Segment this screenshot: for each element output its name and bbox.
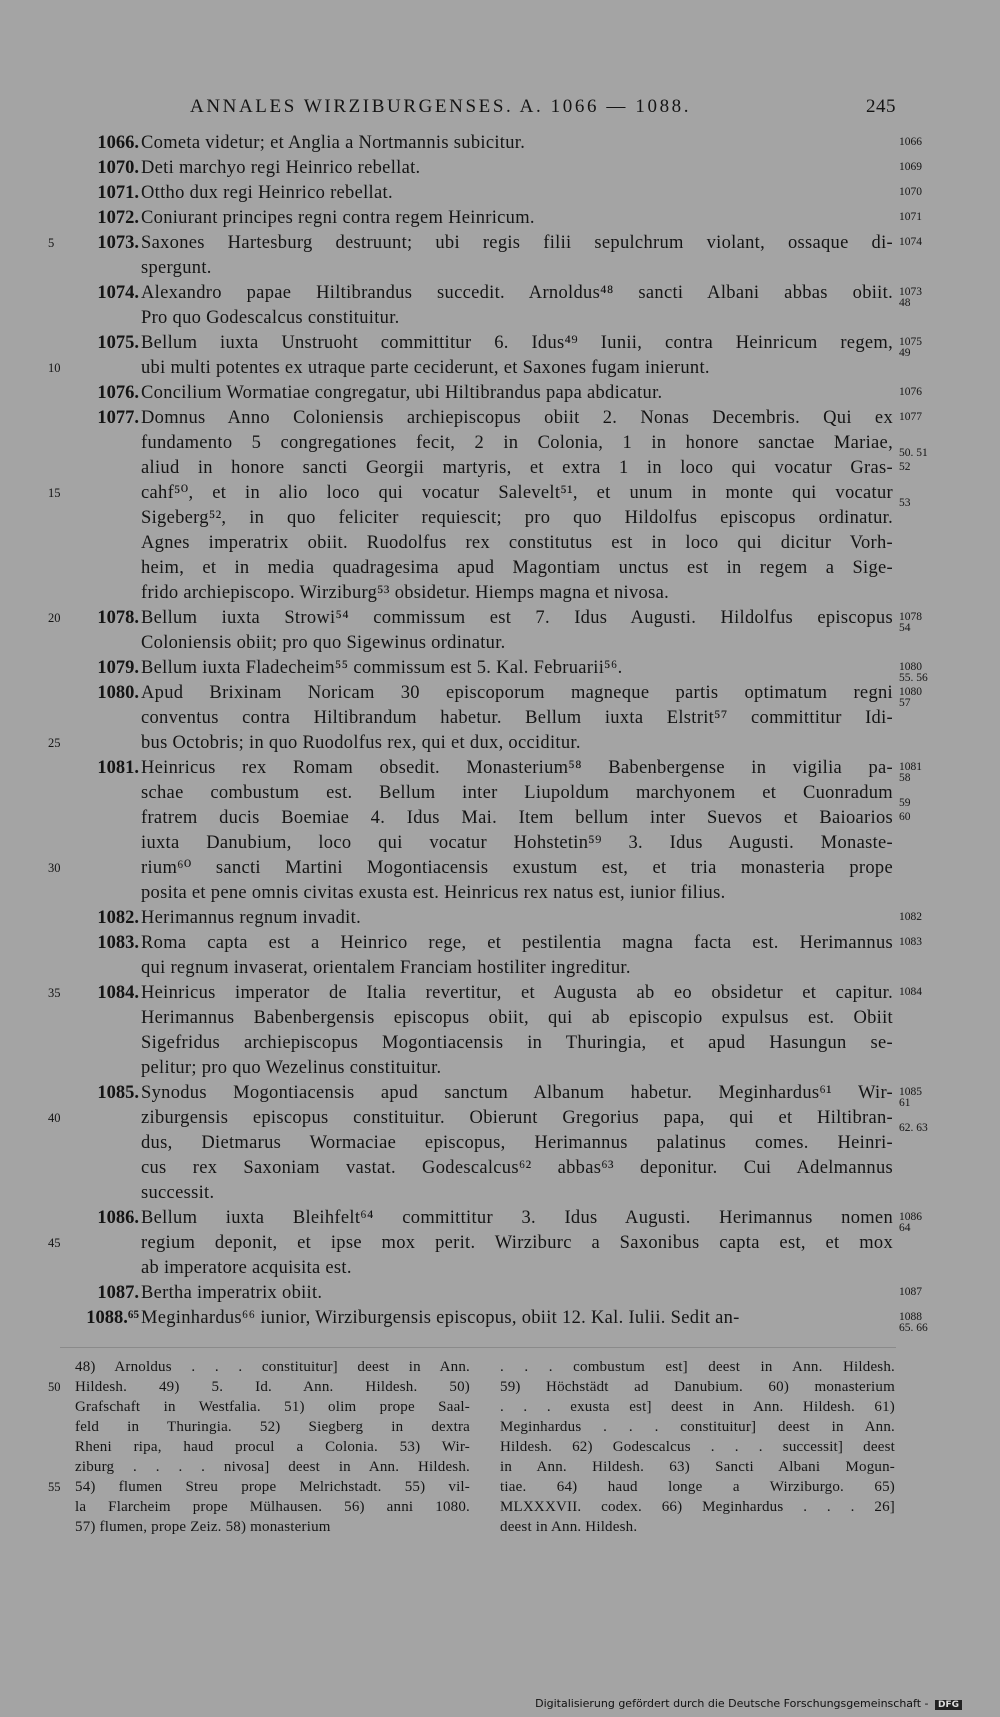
text-line: Bellum iuxta Fladecheim⁵⁵ commissum est 5. Kal. Februarii⁵⁶.: [141, 658, 623, 678]
text-line: posita et pene omnis civitas exusta est. Heinricus rex natus est, iunior filius.: [141, 883, 726, 903]
annals-entries: [0, 131, 1000, 1334]
entry-year: 1088.⁶⁵: [86, 1308, 139, 1328]
margin-reference: 1074: [899, 236, 922, 248]
text-line: pelitur; pro quo Wezelinus constituitur.: [141, 1058, 442, 1078]
entry-year: 1086.: [97, 1208, 139, 1228]
footnote-rule: [60, 1347, 896, 1348]
margin-reference: 1077: [899, 411, 922, 423]
annal-entry: [0, 206, 1000, 231]
entry-year: 1085.: [97, 1083, 139, 1103]
text-line: ab imperatore acquisita est.: [141, 1258, 352, 1278]
line-number: 30: [48, 861, 61, 875]
entry-text: [141, 656, 893, 681]
text-line: aliud in honore sancti Georgii martyris, et extra 1 in loco qui vocatur Gras-: [141, 458, 893, 478]
margin-reference: 1070: [899, 186, 922, 198]
entry-year: 1081.: [97, 758, 139, 778]
footnote-line: Hildesh. 62) Godescalcus . . . successit] deest: [500, 1439, 895, 1455]
text-line: cahf⁵⁰, et in alio loco qui vocatur Salevelt⁵¹, et unum in monte qui vocatur: [141, 483, 893, 503]
entry-text: [141, 681, 893, 756]
annal-entry: [0, 1081, 1000, 1206]
margin-reference: 65. 66: [899, 1322, 928, 1334]
entry-year: 1071.: [97, 183, 139, 203]
margin-reference: 1087: [899, 1286, 922, 1298]
margin-reference: 1083: [899, 936, 922, 948]
entry-text: [141, 131, 893, 156]
margin-reference: 1080: [899, 686, 922, 698]
text-line: cus rex Saxoniam vastat. Godescalcus⁶² abbas⁶³ deponitur. Cui Adelmannus: [141, 1158, 893, 1178]
entry-year: 1074.: [97, 283, 139, 303]
annal-entry: [0, 156, 1000, 181]
line-number: 5: [48, 236, 55, 250]
margin-reference: 1078: [899, 611, 922, 623]
margin-reference: 60: [899, 811, 911, 823]
text-line: Concilium Wormatiae congregatur, ubi Hiltibrandus papa abdicatur.: [141, 383, 663, 403]
footer-text: Digitalisierung gefördert durch die Deutsche Forschungsgemeinschaft -: [535, 1697, 929, 1710]
annal-entry: [0, 1206, 1000, 1281]
text-line: Synodus Mogontiacensis apud sanctum Albanum habetur. Meginhardus⁶¹ Wir-: [141, 1083, 893, 1103]
margin-reference: 55. 56: [899, 672, 928, 684]
footnote-line: in Ann. Hildesh. 63) Sancti Albani Mogun-: [500, 1459, 895, 1475]
annal-entry: [0, 681, 1000, 756]
text-line: fundamento 5 congregationes fecit, 2 in Colonia, 1 in honore sanctae Mariae,: [141, 433, 893, 453]
footnote-line: Meginhardus . . . constituitur] deest in Ann.: [500, 1419, 895, 1435]
text-line: Domnus Anno Coloniensis archiepiscopus obiit 2. Nonas Decembris. Qui ex: [141, 408, 893, 428]
entry-year: 1078.: [97, 608, 139, 628]
text-line: Bertha imperatrix obiit.: [141, 1283, 323, 1303]
text-line: bus Octobris; in quo Ruodolfus rex, qui et dux, occiditur.: [141, 733, 581, 753]
margin-reference: 62. 63: [899, 1122, 928, 1134]
footnote-line: 59) Höchstädt ad Danubium. 60) monasterium: [500, 1379, 895, 1395]
entry-year: 1075.: [97, 333, 139, 353]
entry-text: [141, 406, 893, 606]
text-line: Sigefridus archiepiscopus Mogontiacensis in Thuringia, et apud Hasungun se-: [141, 1033, 893, 1053]
entry-text: [141, 1206, 893, 1281]
footnote-line: Rheni ripa, haud procul a Colonia. 53) Wir-: [75, 1439, 470, 1455]
entry-text: [141, 156, 893, 181]
line-number: 40: [48, 1111, 61, 1125]
margin-reference: 64: [899, 1222, 911, 1234]
margin-reference: 1075: [899, 336, 922, 348]
text-line: Bellum iuxta Unstruoht committitur 6. Idus⁴⁹ Iunii, contra Heinricum regem,: [141, 333, 893, 353]
page-title: ANNALES WIRZIBURGENSES. A. 1066 — 1088.: [190, 96, 692, 117]
text-line: Saxones Hartesburg destruunt; ubi regis filii sepulchrum violant, ossaque di-: [141, 233, 893, 253]
footnote-line: deest in Ann. Hildesh.: [500, 1519, 638, 1535]
annal-entry: [0, 1306, 1000, 1334]
entry-text: [141, 1081, 893, 1206]
line-number: 35: [48, 986, 61, 1000]
margin-reference: 1076: [899, 386, 922, 398]
entry-year: 1070.: [97, 158, 139, 178]
text-line: Heinricus rex Romam obsedit. Monasterium⁵⁸ Babenbergense in vigilia pa-: [141, 758, 893, 778]
footnotes-left-column: [75, 1357, 470, 1537]
footnote-line: tiae. 64) haud longe a Wirziburgo. 65): [500, 1479, 895, 1495]
footnote-line: Grafschaft in Westfalia. 51) olim prope Saal-: [75, 1399, 470, 1415]
digitization-footer: [535, 1697, 962, 1710]
annal-entry: [0, 181, 1000, 206]
footnote-line: . . . exusta est] deest in Ann. Hildesh. 61): [500, 1399, 895, 1415]
annal-entry: [0, 406, 1000, 606]
margin-reference: 53: [899, 497, 911, 509]
margin-reference: 1071: [899, 211, 922, 223]
text-line: frido archiepiscopo. Wirziburg⁵³ obsidetur. Hiemps magna et nivosa.: [141, 583, 670, 603]
dfg-logo: DFG: [935, 1700, 962, 1710]
margin-reference: 1069: [899, 161, 922, 173]
text-line: regium deponit, et ipse mox perit. Wirziburc a Saxonibus capta est, et mox: [141, 1233, 893, 1253]
text-line: Herimannus regnum invadit.: [141, 908, 361, 928]
margin-reference: 48: [899, 297, 911, 309]
text-line: Meginhardus⁶⁶ iunior, Wirziburgensis episcopus, obiit 12. Kal. Iulii. Sedit an-: [141, 1308, 740, 1328]
entry-year: 1072.: [97, 208, 139, 228]
text-line: Cometa videtur; et Anglia a Nortmannis subicitur.: [141, 133, 526, 153]
footnote-line: 54) flumen Streu prope Melrichstadt. 55) vil-: [75, 1479, 470, 1495]
annal-entry: [0, 281, 1000, 331]
margin-reference: 61: [899, 1097, 911, 1109]
margin-reference: 1084: [899, 986, 922, 998]
margin-reference: 49: [899, 347, 911, 359]
annal-entry: [0, 906, 1000, 931]
entry-year: 1082.: [97, 908, 139, 928]
entry-text: [141, 281, 893, 331]
margin-reference: 58: [899, 772, 911, 784]
footnote-line: feld in Thuringia. 52) Siegberg in dextra: [75, 1419, 470, 1435]
line-number: 10: [48, 361, 61, 375]
text-line: fratrem ducis Boemiae 4. Idus Mai. Item bellum inter Suevos et Baioarios: [141, 808, 893, 828]
text-line: Heinricus imperator de Italia revertitur, et Augusta ab eo obsidetur et capitur.: [141, 983, 893, 1003]
text-line: Agnes imperatrix obiit. Ruodolfus rex constitutus est in loco qui dicitur Vorh-: [141, 533, 893, 553]
text-line: Herimannus Babenbergensis episcopus obiit, qui ab episcopio expulsus est. Obiit: [141, 1008, 893, 1028]
line-number: 45: [48, 1236, 61, 1250]
text-line: Ottho dux regi Heinrico rebellat.: [141, 183, 393, 203]
footnote-line: 57) flumen, prope Zeiz. 58) monasterium: [75, 1519, 331, 1535]
text-line: Roma capta est a Heinrico rege, et pestilentia magna facta est. Herimannus: [141, 933, 893, 953]
text-line: successit.: [141, 1183, 215, 1203]
entry-year: 1079.: [97, 658, 139, 678]
margin-reference: 1088: [899, 1311, 922, 1323]
line-number: 55: [48, 1480, 61, 1494]
text-line: Bellum iuxta Bleihfelt⁶⁴ committitur 3. Idus Augusti. Herimannus nomen: [141, 1208, 893, 1228]
text-line: qui regnum invaserat, orientalem Franciam hostiliter ingreditur.: [141, 958, 631, 978]
margin-reference: 52: [899, 461, 911, 473]
entry-year: 1083.: [97, 933, 139, 953]
footnotes-right-column: [500, 1357, 895, 1537]
page-number: 245: [866, 96, 896, 117]
line-number: 50: [48, 1380, 61, 1394]
entry-text: [141, 1281, 893, 1306]
margin-reference: 57: [899, 697, 911, 709]
entry-year: 1077.: [97, 408, 139, 428]
annal-entry: [0, 606, 1000, 656]
margin-reference: 54: [899, 622, 911, 634]
entry-year: 1066.: [97, 133, 139, 153]
footnote-line: ziburg . . . . nivosa] deest in Ann. Hildesh.: [75, 1459, 470, 1475]
footnote-line: MLXXXVII. codex. 66) Meginhardus . . . 26]: [500, 1499, 895, 1515]
text-line: ziburgensis episcopus constituitur. Obierunt Gregorius papa, qui et Hiltibran-: [141, 1108, 893, 1128]
text-line: spergunt.: [141, 258, 212, 278]
margin-reference: 1086: [899, 1211, 922, 1223]
entry-year: 1087.: [97, 1283, 139, 1303]
line-number: 15: [48, 486, 61, 500]
annal-entry: [0, 931, 1000, 981]
text-line: Sigeberg⁵², in quo feliciter requiescit; pro quo Hildolfus episcopus ordinatur.: [141, 508, 893, 528]
text-line: dus, Dietmarus Wormaciae episcopus, Herimannus palatinus comes. Heinri-: [141, 1133, 893, 1153]
text-line: Pro quo Godescalcus constituitur.: [141, 308, 400, 328]
margin-reference: 1081: [899, 761, 922, 773]
entry-text: [141, 331, 893, 381]
text-line: rium⁶⁰ sancti Martini Mogontiacensis exustum est, et tria monasteria prope: [141, 858, 893, 878]
margin-reference: 1082: [899, 911, 922, 923]
text-line: conventus contra Hiltibrandum habetur. Bellum iuxta Elstrit⁵⁷ committitur Idi-: [141, 708, 893, 728]
text-line: Alexandro papae Hiltibrandus succedit. Arnoldus⁴⁸ sancti Albani abbas obiit.: [141, 283, 893, 303]
entry-text: [141, 231, 893, 281]
margin-reference: 1066: [899, 136, 922, 148]
entry-year: 1073.: [97, 233, 139, 253]
entry-text: [141, 756, 893, 906]
entry-text: [141, 606, 893, 656]
annal-entry: [0, 656, 1000, 684]
entry-year: 1084.: [97, 983, 139, 1003]
text-line: Deti marchyo regi Heinrico rebellat.: [141, 158, 421, 178]
entry-year: 1080.: [97, 683, 139, 703]
entry-text: [141, 381, 893, 406]
text-line: Bellum iuxta Strowi⁵⁴ commissum est 7. Idus Augusti. Hildolfus episcopus: [141, 608, 893, 628]
annal-entry: [0, 131, 1000, 156]
margin-reference: 59: [899, 797, 911, 809]
text-line: schae combustum est. Bellum inter Liupoldum marchyonem et Cuonradum: [141, 783, 893, 803]
margin-reference: 50. 51: [899, 447, 928, 459]
footnote-line: la Flarcheim prope Mülhausen. 56) anni 1080.: [75, 1499, 470, 1515]
entry-text: [141, 181, 893, 206]
entry-text: [141, 1306, 893, 1331]
annal-entry: [0, 231, 1000, 281]
line-number: 25: [48, 736, 61, 750]
text-line: Coniurant principes regni contra regem Heinricum.: [141, 208, 535, 228]
annal-entry: [0, 381, 1000, 406]
footnote-line: 48) Arnoldus . . . constituitur] deest in Ann.: [75, 1359, 470, 1375]
annal-entry: [0, 1281, 1000, 1306]
annal-entry: [0, 981, 1000, 1081]
text-line: Apud Brixinam Noricam 30 episcoporum magneque partis optimatum regni: [141, 683, 893, 703]
entry-text: [141, 931, 893, 981]
text-line: iuxta Danubium, loco qui vocatur Hohstetin⁵⁹ 3. Idus Augusti. Monaste-: [141, 833, 893, 853]
text-line: heim, et in media quadragesima apud Magontiam unctus est in regem a Sige-: [141, 558, 893, 578]
entry-text: [141, 981, 893, 1081]
annal-entry: [0, 331, 1000, 381]
entry-year: 1076.: [97, 383, 139, 403]
margin-reference: 1073: [899, 286, 922, 298]
footnote-line: Hildesh. 49) 5. Id. Ann. Hildesh. 50): [75, 1379, 470, 1395]
margin-reference: 1080: [899, 661, 922, 673]
text-line: Coloniensis obiit; pro quo Sigewinus ordinatur.: [141, 633, 506, 653]
footnote-line: . . . combustum est] deest in Ann. Hildesh.: [500, 1359, 895, 1375]
line-number: 20: [48, 611, 61, 625]
running-header: [190, 96, 896, 122]
text-line: ubi multi potentes ex utraque parte ceciderunt, et Saxones fugam inierunt.: [141, 358, 710, 378]
annal-entry: [0, 756, 1000, 906]
margin-reference: 1085: [899, 1086, 922, 1098]
entry-text: [141, 206, 893, 231]
entry-text: [141, 906, 893, 931]
